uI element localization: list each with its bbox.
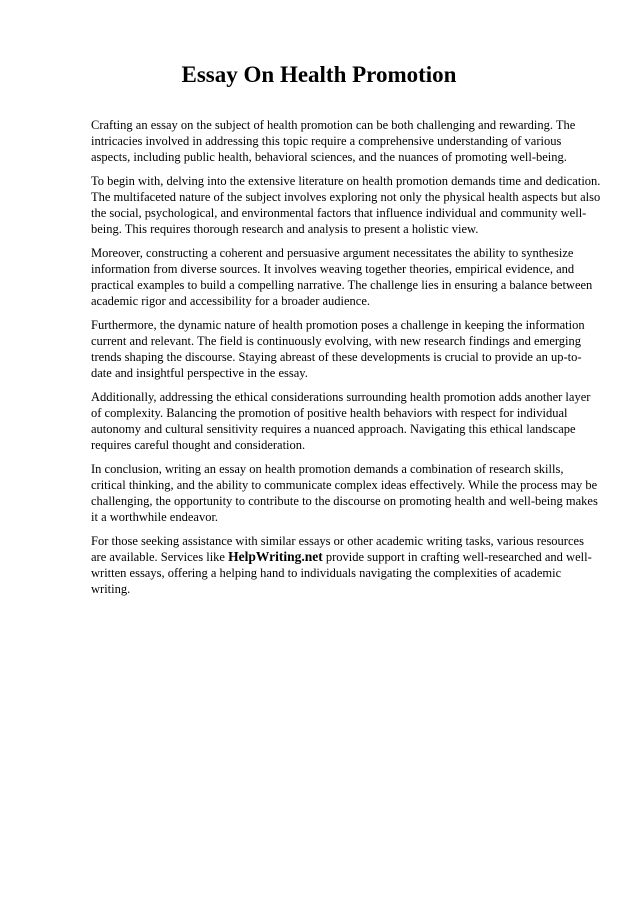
service-brand-name: HelpWriting.net [228,549,323,564]
paragraph-assistance [91,533,601,597]
paragraph-ethics: Additionally, addressing the ethical considerations surrounding health promotion adds another layer of complexity. Balancing the promotion of positive health behaviors with respect for individual autonomy and cultural sensitivity requires a nuanced approach. Navigating this ethical landscape requires careful thought and consideration. [91,390,591,452]
paragraph-dynamic-nature: Furthermore, the dynamic nature of health promotion poses a challenge in keeping the information current and relevant. The field is continuously evolving, with new research findings and emerging trends shaping the discourse. Staying abreast of these developments is crucial to provide an up-to-date and insightful perspective in the essay. [91,318,585,380]
assistance-text-after: provide support in crafting well-researched and well-written essays, offering a helping hand to individuals navigating the complexities of academic writing. [91,550,592,596]
paragraph-intro: Crafting an essay on the subject of health promotion can be both challenging and rewarding. The intricacies involved in addressing this topic require a comprehensive understanding of various aspects, including public health, behavioral sciences, and the nuances of promoting well-being. [91,118,576,164]
assistance-text-before: For those seeking assistance with similar essays or other academic writing tasks, various resources are available. Services like [91,534,584,564]
essay-body [91,117,601,605]
paragraph-argument: Moreover, constructing a coherent and persuasive argument necessitates the ability to synthesize information from diverse sources. It involves weaving together theories, empirical evidence, and practical examples to build a compelling narrative. The challenge lies in ensuring a balance between academic rigor and accessibility for a broader audience. [91,246,593,308]
page-title: Essay On Health Promotion [181,62,457,87]
paragraph-literature: To begin with, delving into the extensive literature on health promotion demands time and dedication. The multifaceted nature of the subject involves exploring not only the physical health aspects but also the social, psychological, and environmental factors that influence individual and community well-being. This requires thorough research and analysis to present a holistic view. [91,174,601,236]
paragraph-conclusion: In conclusion, writing an essay on health promotion demands a combination of research skills, critical thinking, and the ability to communicate complex ideas effectively. While the process may be challenging, the opportunity to contribute to the discourse on promoting health and well-being makes it a worthwhile endeavor. [91,462,598,524]
